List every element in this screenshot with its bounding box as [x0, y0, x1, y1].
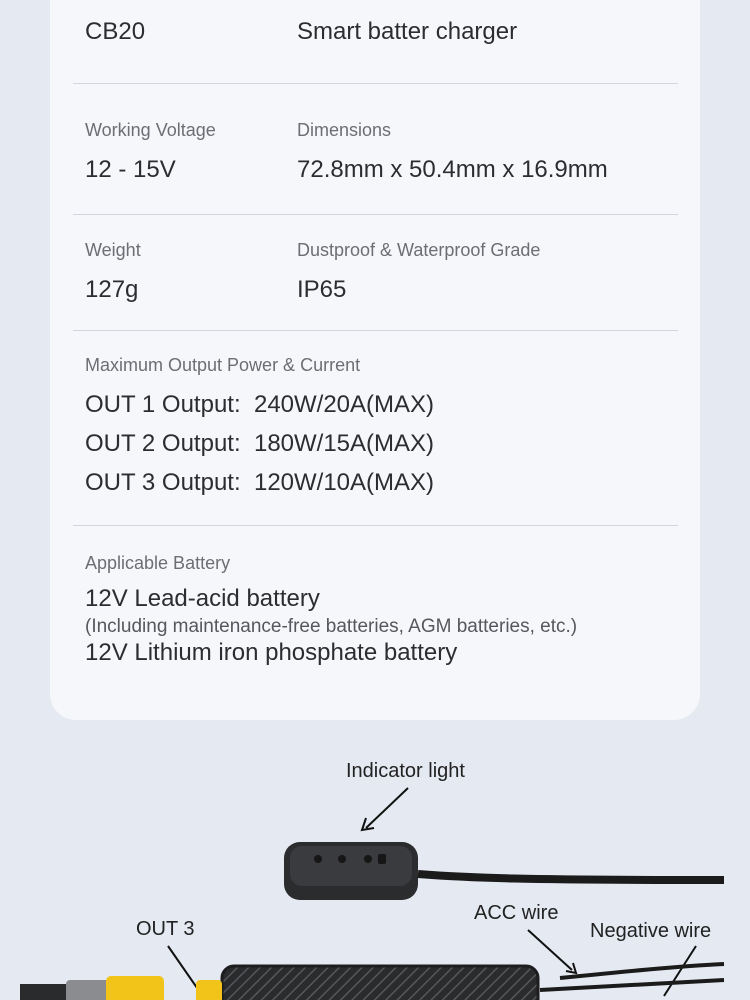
divider: [73, 214, 678, 215]
indicator-module: [284, 842, 724, 900]
voltage-label: Working Voltage: [85, 120, 216, 140]
output-name: OUT 3 Output:: [85, 469, 241, 496]
spec-row-weight: [73, 240, 678, 310]
divider: [73, 525, 678, 526]
weight-value: 127g: [85, 276, 139, 303]
model-value: CB20: [85, 18, 146, 45]
grade-label: Dustproof & Waterproof Grade: [297, 240, 541, 260]
arrow-negative: [664, 946, 696, 996]
product-diagram: [0, 740, 750, 1000]
charger-body: [222, 966, 538, 1000]
output-name: OUT 1 Output:: [85, 391, 241, 418]
callout-acc-wire: ACC wire: [474, 902, 559, 924]
output-line-3: [85, 469, 434, 497]
spec-card: [50, 0, 700, 720]
battery-note: (Including maintenance-free batteries, AGM batteries, etc.): [85, 616, 578, 637]
output-line-1: [85, 391, 434, 419]
arrow-indicator: [366, 788, 408, 828]
spec-row-model: [73, 14, 678, 54]
output-value: 180W/15A(MAX): [253, 430, 435, 457]
output-name: OUT 2 Output:: [85, 430, 241, 457]
battery-label: Applicable Battery: [85, 553, 231, 573]
dimensions-value: 72.8mm x 50.4mm x 16.9mm: [297, 156, 608, 183]
callout-negative-wire: Negative wire: [590, 920, 712, 942]
output-line-2: [85, 430, 434, 458]
callout-indicator-light: Indicator light: [346, 760, 465, 782]
dimensions-label: Dimensions: [297, 120, 392, 140]
output-value: 120W/10A(MAX): [253, 469, 435, 496]
spec-row-voltage: [73, 120, 678, 190]
output-label: Maximum Output Power & Current: [85, 355, 361, 375]
battery-line-2: 12V Lithium iron phosphate battery: [85, 639, 458, 666]
voltage-value: 12 - 15V: [85, 156, 176, 183]
spec-row-outputs: [85, 355, 690, 495]
output-value: 240W/20A(MAX): [253, 391, 435, 418]
callout-out3: OUT 3: [136, 918, 195, 940]
battery-line-1: 12V Lead-acid battery: [85, 585, 320, 612]
weight-label: Weight: [85, 240, 141, 260]
divider: [73, 83, 678, 84]
grade-value: IP65: [297, 276, 347, 303]
product-value: Smart batter charger: [297, 18, 518, 45]
divider: [73, 330, 678, 331]
arrow-acc: [528, 930, 572, 970]
spec-row-battery: [85, 553, 690, 673]
